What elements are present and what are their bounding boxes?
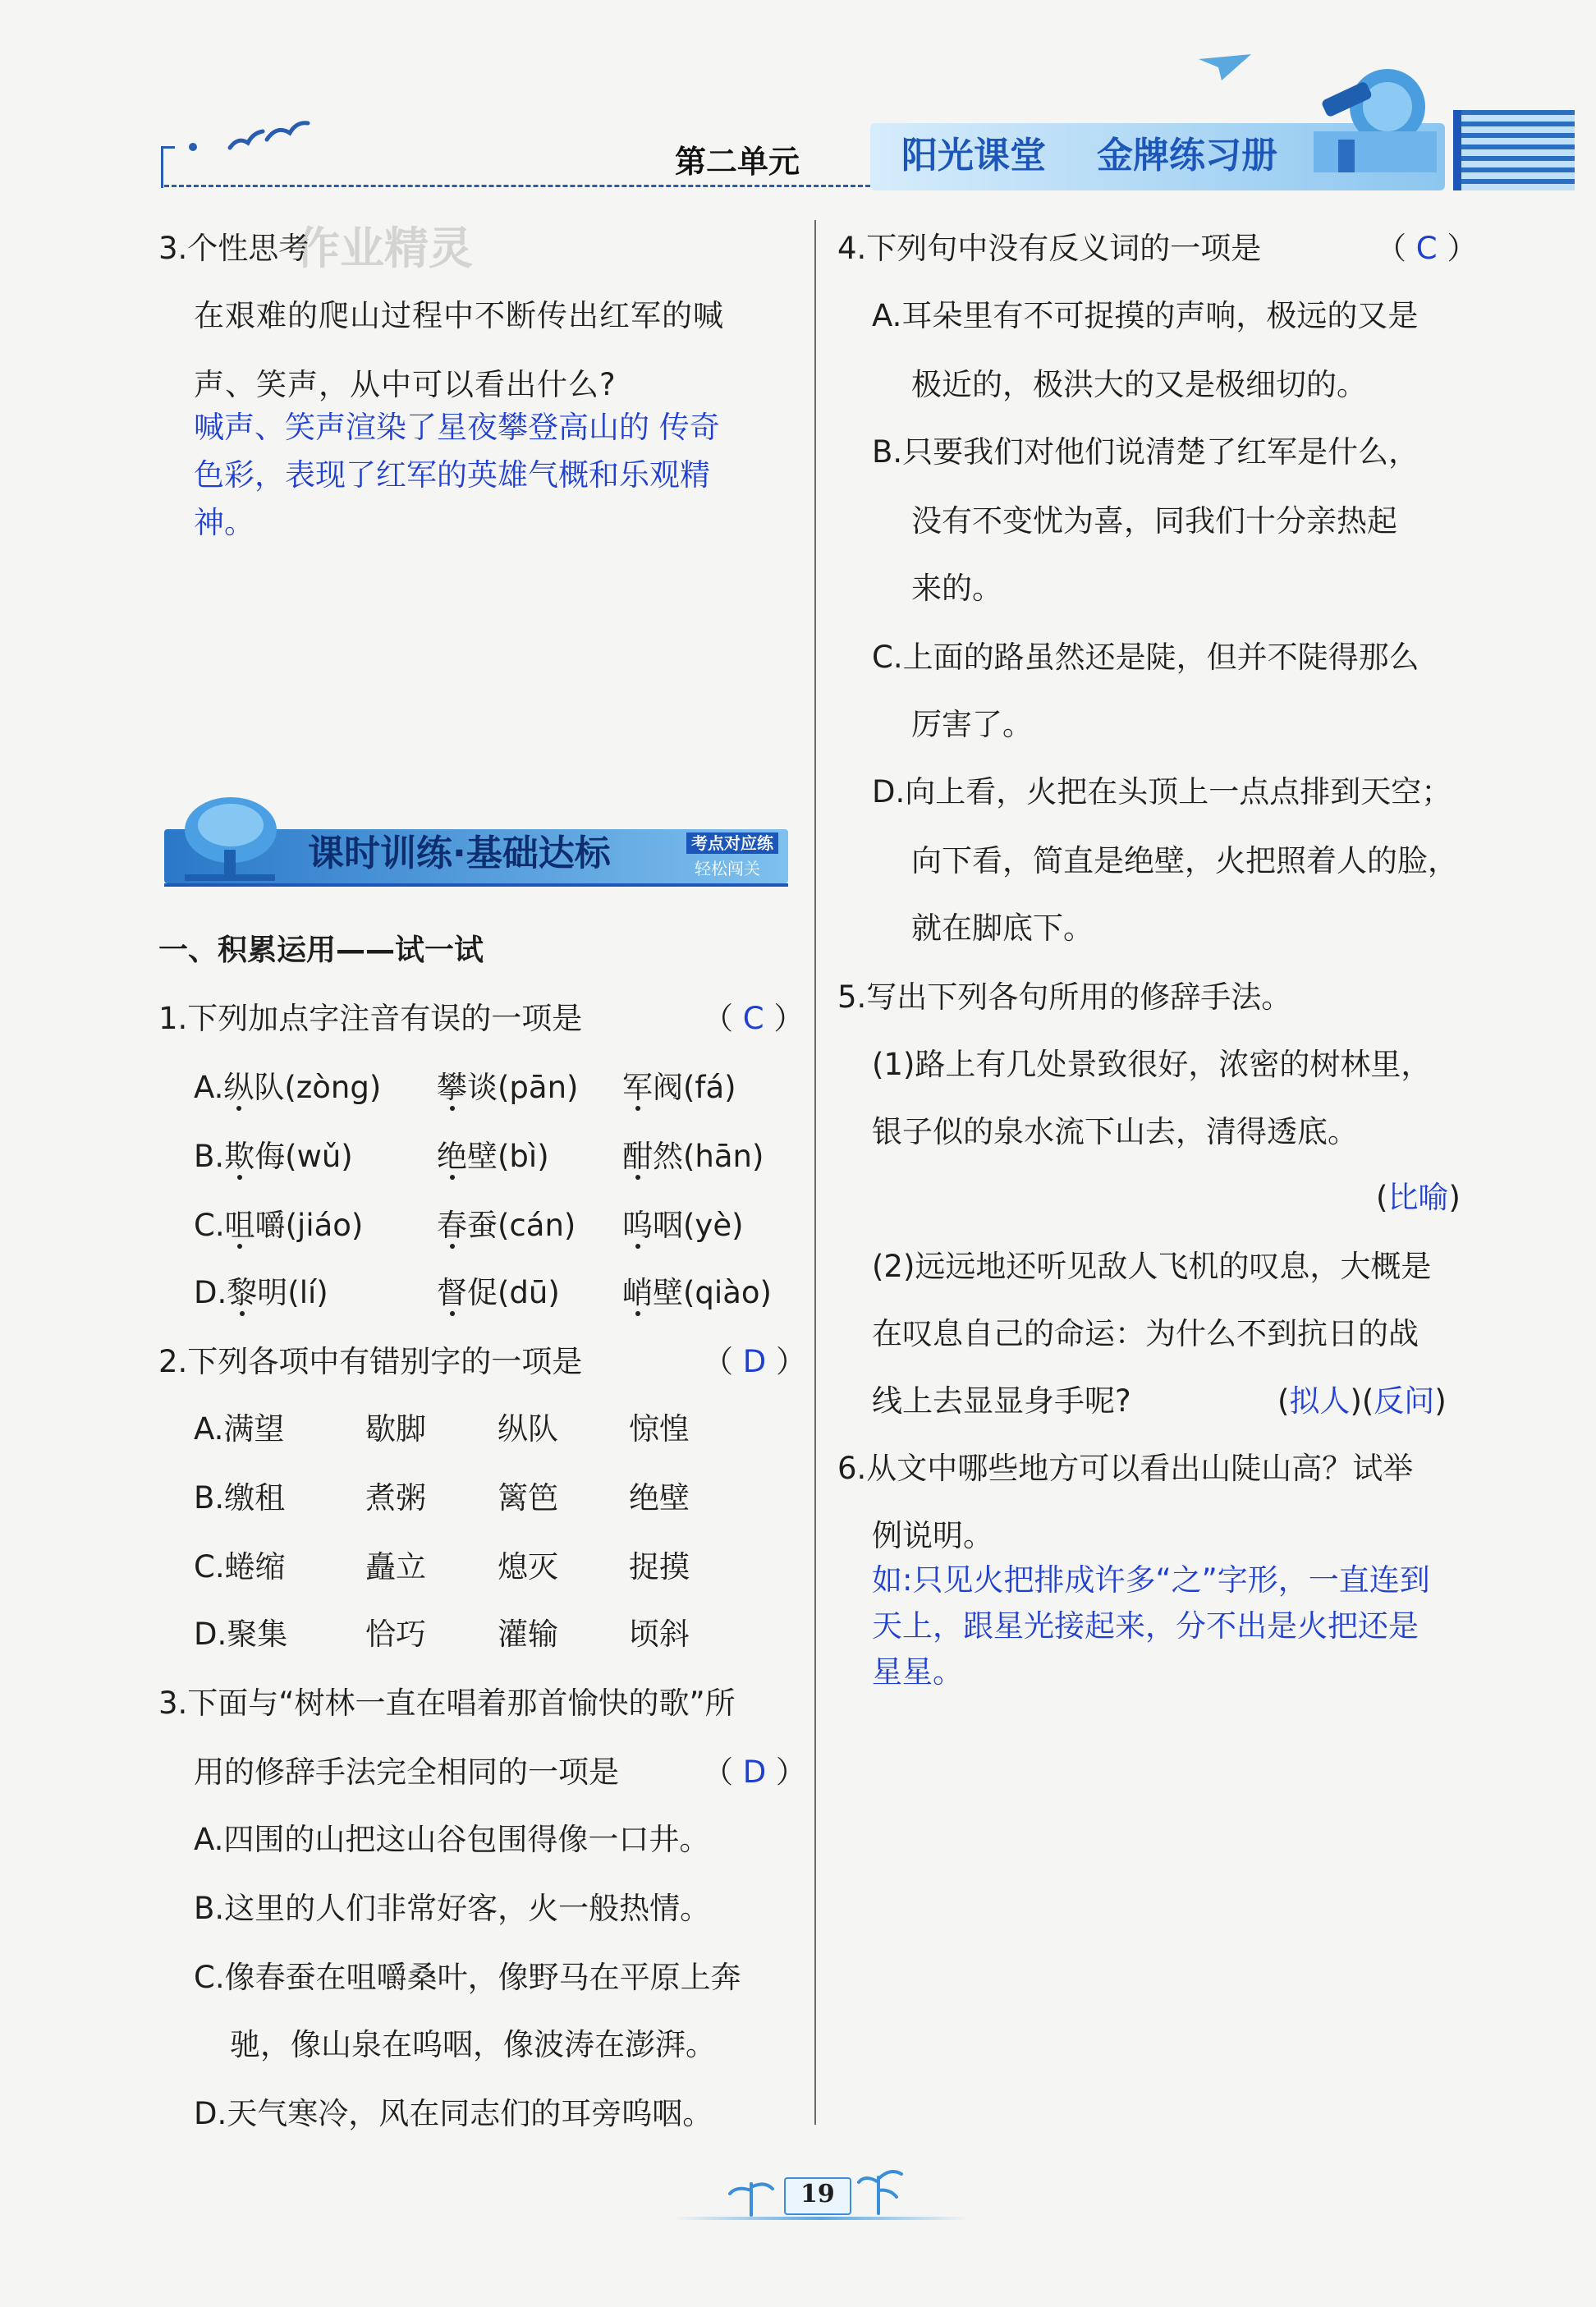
option-rest: 然(hān) xyxy=(653,1139,764,1174)
q4-option-c-2: 厉害了。 xyxy=(911,707,1033,742)
q2-row-d-4: 顷斜 xyxy=(629,1617,690,1652)
dotted-char: 酣 xyxy=(622,1139,653,1174)
globe-telescope-icon xyxy=(1289,57,1445,181)
footer-plant-left-icon xyxy=(722,2167,780,2217)
footer-plant-right-icon xyxy=(854,2158,911,2215)
q1-row-c-3 xyxy=(622,1210,744,1241)
q-personal-thinking-title: 3.个性思考 xyxy=(158,231,310,266)
q5-sentence-2b: 在叹息自己的命运：为什么不到抗日的战 xyxy=(872,1316,1419,1351)
q1-row-a-2 xyxy=(437,1072,578,1103)
q-personal-line-2: 声、笑声，从中可以看出什么? xyxy=(194,367,617,402)
q4-option-b-2: 没有不变忧为喜，同我们十分亲热起 xyxy=(911,503,1397,539)
dotted-char: 黎 xyxy=(227,1275,258,1310)
q4-option-d-1: D.向上看，火把在头顶上一点点排到天空； xyxy=(872,774,1452,810)
q1-row-b-2 xyxy=(437,1141,549,1172)
q1-row-a-3 xyxy=(622,1072,736,1103)
option-rest: 阀(fá) xyxy=(653,1070,736,1105)
q5-sentence-2c: 线上去显显身手呢? xyxy=(872,1383,1131,1419)
header-brand-1: 阳光课堂 xyxy=(901,135,1046,177)
dotted-char: 峭 xyxy=(622,1275,653,1310)
q6-stem-1: 6.从文中哪些地方可以看出山陡山高？试举 xyxy=(837,1451,1414,1486)
answer-line-1: 喊声、笑声渲染了星夜攀登高山的 传奇 xyxy=(194,410,720,445)
option-rest: 壁(bì) xyxy=(467,1139,549,1174)
q2-row-a-1: A.满望 xyxy=(194,1411,285,1447)
q1-row-d-3 xyxy=(622,1277,772,1308)
q1-row-c xyxy=(194,1210,363,1241)
option-rest: 侮(wǔ) xyxy=(255,1139,353,1174)
option-rest: 咽(yè) xyxy=(653,1208,744,1243)
birds-icon xyxy=(222,115,312,164)
q5-sentence-1a: (1)路上有几处景致很好，浓密的树林里， xyxy=(872,1047,1432,1082)
q-personal-line-1: 在艰难的爬山过程中不断传出红军的喊 xyxy=(194,298,724,333)
q4-option-a-2: 极近的，极洪大的又是极细切的。 xyxy=(911,367,1367,402)
q2-row-b-3: 篱笆 xyxy=(498,1480,558,1516)
q2-row-b-1: B.缴租 xyxy=(194,1480,286,1516)
q4-option-c-1: C.上面的路虽然还是陡，但并不陡得那么 xyxy=(872,640,1419,675)
option-label: B. xyxy=(194,1139,225,1174)
q2-row-d-2: 恰巧 xyxy=(365,1617,426,1652)
dotted-char: 绝 xyxy=(437,1139,467,1174)
dotted-char: 呜 xyxy=(622,1208,653,1243)
banner-title: 课时训练·基础达标 xyxy=(308,832,611,874)
q4-option-b-3: 来的。 xyxy=(911,571,1002,606)
option-label: C. xyxy=(194,1208,225,1243)
option-rest: 蚕(cán) xyxy=(467,1208,576,1243)
q2-row-d-3: 灌输 xyxy=(498,1617,558,1652)
q2-row-c-1: C.蜷缩 xyxy=(194,1549,286,1585)
q3-option-a: A.四围的山把这山谷包围得像一口井。 xyxy=(194,1822,710,1857)
q2-row-a-4: 惊惶 xyxy=(629,1411,690,1447)
q6-answer-1: 如:只见火把排成许多“之”字形，一直连到 xyxy=(872,1562,1430,1598)
banner-tag-2: 轻松闯关 xyxy=(695,859,760,878)
option-label: D. xyxy=(194,1275,227,1310)
header-dot xyxy=(189,143,197,151)
q4-option-b-1: B.只要我们对他们说清楚了红军是什么， xyxy=(872,434,1419,470)
q3-option-d: D.天气寒冷，风在同志们的耳旁呜咽。 xyxy=(194,2096,713,2131)
dotted-char: 春 xyxy=(437,1208,467,1243)
q1-answer-box: （ C ） xyxy=(703,1001,805,1036)
paper-plane-icon xyxy=(1197,51,1254,84)
answer-line-3: 神。 xyxy=(194,505,255,540)
q2-row-a-3: 纵队 xyxy=(498,1411,558,1447)
header-stripe-bar xyxy=(1453,110,1461,190)
option-rest: 谈(pān) xyxy=(467,1070,579,1105)
dotted-char: 攀 xyxy=(437,1070,467,1105)
q2-row-b-2: 煮粥 xyxy=(365,1480,426,1516)
option-rest: 壁(qiào) xyxy=(653,1275,772,1310)
q5-answer-1: 比喻 xyxy=(1387,1180,1449,1215)
q1-row-a xyxy=(194,1072,381,1103)
q5-answer-2b: 反问 xyxy=(1374,1383,1435,1419)
q5-answer-1-box: (比喻) xyxy=(1376,1180,1461,1215)
dotted-char: 欺 xyxy=(224,1139,255,1174)
q6-answer-3: 星星。 xyxy=(872,1654,963,1690)
footer-line xyxy=(673,2217,969,2220)
q1-row-d xyxy=(194,1277,328,1308)
tree-icon xyxy=(177,792,283,884)
dotted-char: 咀 xyxy=(224,1208,255,1243)
banner-tag-1: 考点对应练 xyxy=(686,832,778,854)
header-stripes xyxy=(1460,110,1575,190)
q1-stem: 1.下列加点字注音有误的一项是 xyxy=(158,1001,583,1036)
watermark: 作业精灵 xyxy=(296,222,473,274)
q2-row-b-4: 绝壁 xyxy=(629,1480,690,1516)
q2-row-c-3: 熄灭 xyxy=(498,1549,558,1585)
q5-sentence-2a: (2)远远地还听见敌人飞机的叹息，大概是 xyxy=(872,1249,1432,1284)
header-brand-2: 金牌练习册 xyxy=(1097,135,1277,177)
q4-option-a-1: A.耳朵里有不可捉摸的声响，极远的又是 xyxy=(872,298,1419,333)
q6-answer-2: 天上，跟星光接起来，分不出是火把还是 xyxy=(872,1608,1419,1644)
dotted-char: 军 xyxy=(622,1070,653,1105)
q2-stem: 2.下列各项中有错别字的一项是 xyxy=(158,1344,583,1379)
q4-option-d-2: 向下看，简直是绝壁，火把照着人的脸， xyxy=(911,843,1458,878)
q3-option-c-1: C.像春蚕在咀嚼桑叶，像野马在平原上奔 xyxy=(194,1960,741,1995)
q4-stem: 4.下列句中没有反义词的一项是 xyxy=(837,231,1262,266)
q5-answer-2a: 拟人 xyxy=(1289,1383,1351,1419)
q5-answer-2-box: (拟人)(反问) xyxy=(1277,1383,1447,1419)
q2-row-c-4: 捉摸 xyxy=(629,1549,690,1585)
dotted-char: 纵 xyxy=(223,1070,255,1105)
q3-option-b: B.这里的人们非常好客，火一般热情。 xyxy=(194,1891,711,1926)
option-rest: 队(zòng) xyxy=(254,1070,382,1105)
q1-row-d-2 xyxy=(437,1277,560,1308)
option-label: A. xyxy=(194,1070,224,1105)
header-dashed-line xyxy=(164,185,870,187)
q1-row-b xyxy=(194,1141,353,1172)
answer-line-2: 色彩，表现了红军的英雄气概和乐观精 xyxy=(194,457,710,493)
q3-option-c-2: 驰，像山泉在呜咽，像波涛在澎湃。 xyxy=(230,2027,716,2062)
q2-row-c-2: 矗立 xyxy=(365,1549,426,1585)
q2-row-a-2: 歇脚 xyxy=(365,1411,426,1447)
page-number: 19 xyxy=(800,2180,835,2208)
header-bracket xyxy=(161,146,175,188)
q1-row-b-3 xyxy=(622,1141,764,1172)
option-rest: 明(lí) xyxy=(257,1275,328,1310)
q1-answer: C xyxy=(742,1001,764,1036)
option-rest: 嚼(jiáo) xyxy=(255,1208,364,1243)
q1-row-c-2 xyxy=(437,1210,576,1241)
q4-answer: C xyxy=(1415,231,1438,266)
q3-answer-box: （ D ） xyxy=(703,1754,807,1790)
q5-stem: 5.写出下列各句所用的修辞手法。 xyxy=(837,979,1292,1015)
section-title: 一、积累运用——试一试 xyxy=(158,933,484,967)
q5-sentence-1b: 银子似的泉水流下山去，清得透底。 xyxy=(872,1114,1358,1149)
q2-row-d-1: D.聚集 xyxy=(194,1617,288,1652)
q4-answer-box: （ C ） xyxy=(1376,231,1478,266)
q2-answer: D xyxy=(742,1344,767,1379)
header-unit: 第二单元 xyxy=(675,144,800,180)
q3-stem-1: 3.下面与“树林一直在唱着那首愉快的歌”所 xyxy=(158,1686,736,1721)
q4-option-d-3: 就在脚底下。 xyxy=(911,910,1094,946)
q6-stem-2: 例说明。 xyxy=(872,1518,993,1553)
q2-answer-box: （ D ） xyxy=(703,1344,807,1379)
q3-stem-2: 用的修辞手法完全相同的一项是 xyxy=(194,1754,619,1790)
dotted-char: 督 xyxy=(437,1275,467,1310)
q3-answer: D xyxy=(742,1754,767,1790)
option-rest: 促(dū) xyxy=(467,1275,560,1310)
column-divider xyxy=(814,220,816,2125)
